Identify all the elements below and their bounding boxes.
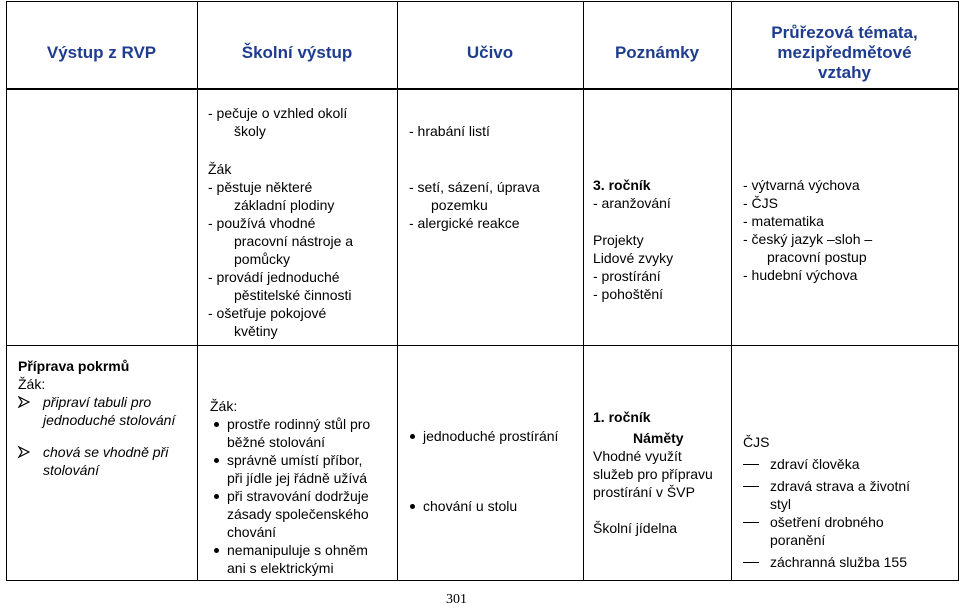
list-item bbox=[406, 427, 582, 445]
arrowhead-bullet-icon bbox=[18, 446, 30, 458]
arrowhead-bullet-icon bbox=[18, 396, 30, 408]
text-line: základní plodiny bbox=[234, 197, 335, 213]
text-line: prostře rodinný stůl pro bbox=[227, 416, 371, 432]
text-line: styl bbox=[770, 496, 791, 512]
text-line: jednoduché prostírání bbox=[423, 428, 559, 444]
text-line: - používá vhodné bbox=[208, 215, 316, 231]
text-line: zásady společenského bbox=[227, 506, 369, 522]
bullet-dot-icon bbox=[214, 458, 219, 463]
text-line: 1. ročník bbox=[593, 409, 651, 425]
list-item bbox=[743, 477, 955, 495]
text-line: - ošetřuje pokojové bbox=[208, 305, 327, 321]
text-line: ČJS bbox=[743, 434, 770, 450]
text-line: ani s elektrickými bbox=[227, 560, 334, 576]
list-item bbox=[743, 513, 955, 531]
text-line: - prostírání bbox=[593, 268, 661, 284]
text-line: pomůcky bbox=[234, 251, 291, 267]
text-line: zdraví člověka bbox=[770, 456, 860, 472]
list-item bbox=[18, 393, 196, 411]
list-item bbox=[743, 455, 955, 473]
table-bottom-border bbox=[6, 580, 959, 581]
text-line: - výtvarná výchova bbox=[743, 177, 860, 193]
column-divider-2 bbox=[397, 1, 398, 581]
text-line: chová se vhodně při bbox=[43, 444, 169, 460]
text-line: - hudební výchova bbox=[743, 267, 858, 283]
row1-pruzezova bbox=[743, 176, 955, 284]
text-line: školy bbox=[234, 123, 266, 139]
text-line: - aranžování bbox=[593, 195, 671, 211]
text-line: - matematika bbox=[743, 213, 824, 229]
list-item bbox=[406, 497, 582, 515]
text-line: 3. ročník bbox=[593, 177, 651, 193]
text-line: nemanipuluje s ohněm bbox=[227, 542, 368, 558]
text-line: květiny bbox=[234, 323, 278, 339]
row1-ucivo bbox=[409, 122, 581, 232]
table-right-border bbox=[958, 1, 959, 581]
text-line: služeb pro přípravu bbox=[593, 466, 713, 482]
text-line: - provádí jednoduché bbox=[208, 269, 340, 285]
text-line: připraví tabuli pro bbox=[43, 394, 152, 410]
dash-bullet-icon bbox=[743, 522, 759, 523]
row2-vystup bbox=[18, 357, 196, 479]
header-vystup: Výstup z RVP bbox=[46, 43, 157, 62]
row1-bottom-border bbox=[6, 345, 959, 346]
text-line: - setí, sázení, úprava bbox=[409, 179, 540, 195]
list-item bbox=[210, 541, 396, 559]
header-ucivo: Učivo bbox=[466, 43, 514, 62]
text-line: prostírání v ŠVP bbox=[593, 484, 695, 500]
list-item bbox=[210, 415, 396, 433]
header-pruzezova-line1: Průřezová témata, bbox=[771, 23, 918, 42]
text-line: - pečuje o vzhled okolí bbox=[208, 105, 348, 121]
text-line: při stravování dodržuje bbox=[227, 488, 369, 504]
header-skolni-vystup: Školní výstup bbox=[241, 43, 353, 62]
dash-bullet-icon bbox=[743, 464, 759, 465]
text-line: záchranná služba 155 bbox=[770, 554, 907, 570]
text-line: - alergické reakce bbox=[409, 215, 520, 231]
text-line: správně umístí příbor, bbox=[227, 452, 363, 468]
bullet-dot-icon bbox=[410, 434, 415, 439]
text-line: běžné stolování bbox=[227, 434, 326, 450]
text-line: Lidové zvyky bbox=[593, 250, 674, 266]
text-line: chování bbox=[227, 524, 277, 540]
text-line: ošetření drobného bbox=[770, 514, 884, 530]
section-title: Příprava pokrmů bbox=[18, 358, 130, 374]
text-line: Žák: bbox=[18, 376, 46, 392]
text-line: zdravá strava a životní bbox=[770, 478, 911, 494]
bullet-dot-icon bbox=[214, 548, 219, 553]
header-pruzezova-line3: vztahy bbox=[818, 63, 871, 82]
dash-bullet-icon bbox=[743, 486, 759, 487]
header-poznamky: Poznámky bbox=[614, 43, 700, 62]
text-line: pěstitelské činnosti bbox=[234, 287, 352, 303]
text-line: Školní jídelna bbox=[593, 520, 678, 536]
text-line: - pěstuje některé bbox=[208, 179, 313, 195]
text-line: Projekty bbox=[593, 232, 644, 248]
text-line: pracovní nástroje a bbox=[234, 233, 354, 249]
row2-pruzezova bbox=[743, 433, 955, 571]
text-line: poranění bbox=[770, 532, 826, 548]
page-number: 301 bbox=[446, 592, 467, 607]
column-divider-3 bbox=[583, 1, 584, 581]
text-line: Žák: bbox=[210, 398, 238, 414]
text-line: jednoduché stolování bbox=[43, 412, 176, 428]
text-line: chování u stolu bbox=[423, 498, 518, 514]
row2-ucivo bbox=[406, 427, 582, 515]
text-line: při jídle jej řádně užívá bbox=[227, 470, 368, 486]
text-line: - pohoštění bbox=[593, 286, 664, 302]
bullet-dot-icon bbox=[410, 504, 415, 509]
text-line: - ČJS bbox=[743, 195, 778, 211]
header-bottom-border bbox=[6, 88, 959, 90]
text-line: - hrabání listí bbox=[409, 123, 490, 139]
row1-skolni-vystup bbox=[208, 104, 394, 340]
table-top-border bbox=[6, 1, 959, 2]
list-item bbox=[18, 443, 196, 461]
dash-bullet-icon bbox=[743, 562, 759, 563]
text-line: Žák bbox=[208, 161, 232, 177]
text-line: pracovní postup bbox=[767, 249, 867, 265]
row2-poznamky bbox=[593, 408, 729, 537]
column-divider-4 bbox=[731, 1, 732, 581]
list-item bbox=[210, 487, 396, 505]
text-line: stolování bbox=[43, 462, 100, 478]
row2-skolni-vystup bbox=[210, 397, 396, 577]
column-divider-1 bbox=[197, 1, 198, 581]
text-line: pozemku bbox=[431, 197, 488, 213]
bullet-dot-icon bbox=[214, 494, 219, 499]
list-item bbox=[210, 451, 396, 469]
bullet-dot-icon bbox=[214, 422, 219, 427]
text-line: Vhodné využít bbox=[593, 448, 682, 464]
table-left-border bbox=[6, 1, 7, 581]
list-item bbox=[743, 553, 955, 571]
text-line: Náměty bbox=[633, 430, 684, 446]
header-pruzezova-temata bbox=[731, 23, 958, 83]
row1-poznamky bbox=[593, 176, 729, 303]
text-line: - český jazyk –sloh – bbox=[743, 231, 873, 247]
header-pruzezova-line2: mezipředmětové bbox=[777, 43, 912, 62]
